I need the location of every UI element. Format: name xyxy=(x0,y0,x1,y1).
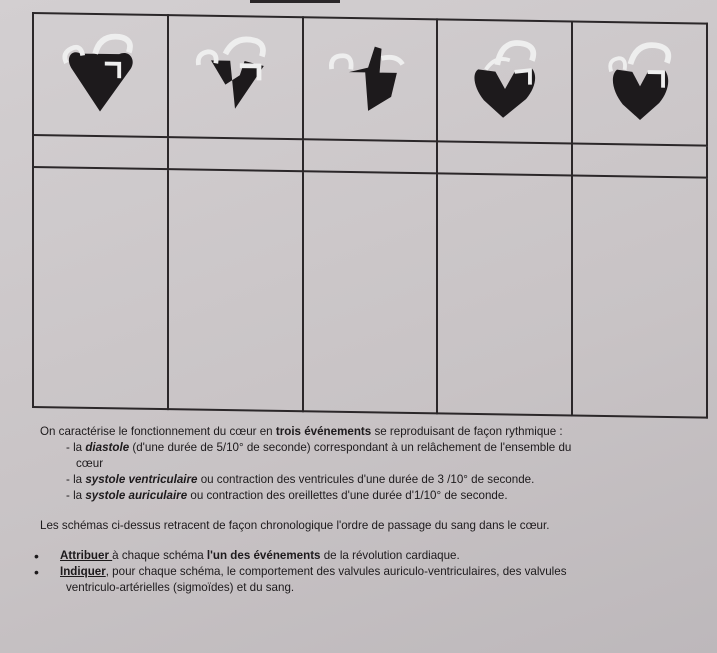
item-text: (d'une durée de 5/10° de seconde) correspondant à un relâchement de l'ensemble du xyxy=(129,441,572,454)
answer-cell-small-2[interactable] xyxy=(168,137,303,171)
instructions xyxy=(34,424,710,596)
answer-cell-small-5[interactable] xyxy=(572,143,707,177)
heart-diagram-1-icon xyxy=(52,24,148,122)
answer-cell-large-1[interactable] xyxy=(33,167,168,409)
answer-cell-small-3[interactable] xyxy=(303,139,438,173)
task-text: , pour chaque schéma, le comportement des valvules auriculo-ventriculaires, des valvules xyxy=(105,565,567,578)
heart-diagram-3-icon xyxy=(322,28,418,126)
item-prefix: - la xyxy=(66,441,86,454)
intro-text-end: se reproduisant de façon rythmique : xyxy=(371,425,563,438)
item-prefix: - la xyxy=(66,489,86,502)
task-text-end: de la révolution cardiaque. xyxy=(320,549,460,562)
figure-cell-5 xyxy=(572,21,707,145)
heart-diagram-4-icon xyxy=(457,30,553,128)
intro-line xyxy=(40,424,710,440)
figure-cell-3 xyxy=(303,17,438,141)
task-continuation: ventriculo-artérielles (sigmoïdes) et du sang. xyxy=(66,581,295,594)
heart-diagram-5-icon xyxy=(592,32,688,130)
item-text: ou contraction des ventricules d'une durée de 3 /10° de seconde. xyxy=(197,473,535,486)
summary-line: Les schémas ci-dessus retracent de façon chronologique l'ordre de passage du sang dans le cœur. xyxy=(40,519,550,532)
heart-diagram-2-icon xyxy=(187,26,283,124)
item-text: ou contraction des oreillettes d'une durée d'1/10° de seconde. xyxy=(187,489,508,502)
item-systole-ventriculaire xyxy=(40,472,710,488)
answer-cell-small-4[interactable] xyxy=(437,141,572,175)
intro-text: On caractérise le fonctionnement du cœur en xyxy=(40,425,276,438)
task-emphasis: l'un des événements xyxy=(206,549,321,562)
intro-emphasis: trois événements xyxy=(275,425,372,438)
bullet-icon: • xyxy=(34,548,39,564)
task-text: à chaque schéma xyxy=(112,549,207,562)
bullet-icon: • xyxy=(34,564,39,580)
task-attribuer xyxy=(34,548,710,564)
item-term: systole auriculaire xyxy=(85,489,188,502)
item-systole-auriculaire xyxy=(40,488,710,504)
answer-cell-large-5[interactable] xyxy=(572,175,707,417)
item-continuation: cœur xyxy=(76,457,104,470)
figure-cell-4 xyxy=(437,19,572,143)
heart-table xyxy=(32,12,708,419)
title-underline xyxy=(250,0,340,3)
task-verb: Attribuer xyxy=(60,549,113,562)
item-term: diastole xyxy=(85,441,130,454)
answer-cell-large-2[interactable] xyxy=(168,169,303,411)
answer-cell-large-3[interactable] xyxy=(303,171,438,413)
answer-cell-large-4[interactable] xyxy=(437,173,572,415)
item-term: systole ventriculaire xyxy=(85,473,198,486)
task-indiquer xyxy=(34,564,710,580)
item-diastole xyxy=(40,440,710,456)
answer-cell-small-1[interactable] xyxy=(33,135,168,169)
figure-cell-1 xyxy=(33,13,168,137)
task-verb: Indiquer xyxy=(60,565,106,578)
figure-cell-2 xyxy=(168,15,303,139)
item-prefix: - la xyxy=(66,473,86,486)
